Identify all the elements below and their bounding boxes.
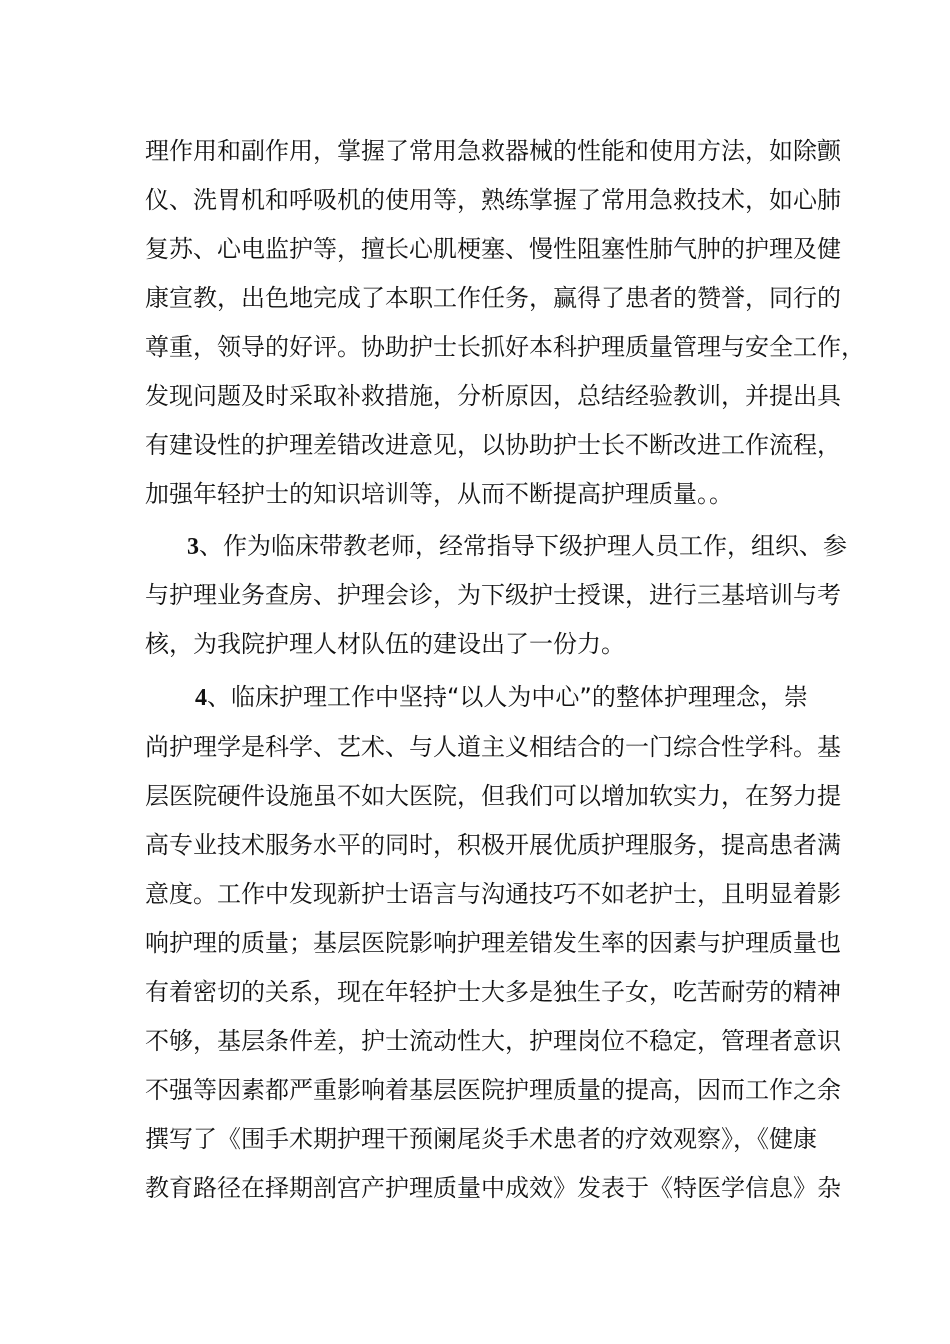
paragraph-3-number: 3	[187, 534, 199, 560]
paragraph-1-line-5: 尊重，领导的好评。协助护士长抓好本科护理质量管理与安全工作，	[145, 333, 865, 361]
paragraph-1-line-2: 仪、洗胃机和呼吸机的使用等，熟练掌握了常用急救技术，如心肺	[145, 186, 841, 214]
paragraph-4-line-6: 响护理的质量；基层医院影响护理差错发生率的因素与护理质量也	[145, 929, 841, 957]
paragraph-3-line-3: 核，为我院护理人材队伍的建设出了一份力。	[145, 630, 625, 658]
paragraph-1-line-6: 发现问题及时采取补救措施，分析原因，总结经验教训，并提出具	[145, 382, 841, 410]
paragraph-4-line-5: 意度。工作中发现新护士语言与沟通技巧不如老护士，且明显着影	[145, 880, 841, 908]
paragraph-4-line-1-text: 、临床护理工作中坚持“以人为中心”的整体护理理念，崇	[207, 683, 808, 711]
paragraph-3-line-1-text: 、作为临床带教老师，经常指导下级护理人员工作，组织、参	[199, 532, 847, 560]
paragraph-3-line-2: 与护理业务查房、护理会诊，为下级护士授课，进行三基培训与考	[145, 581, 841, 609]
paragraph-4-line-9: 不强等因素都严重影响着基层医院护理质量的提高，因而工作之余	[145, 1076, 841, 1104]
paragraph-4-line-11: 教育路径在择期剖宫产护理质量中成效》发表于《特医学信息》杂	[145, 1174, 841, 1202]
paragraph-1-line-8: 加强年轻护士的知识培训等，从而不断提高护理质量。。	[145, 480, 733, 508]
paragraph-4-number: 4	[195, 685, 207, 711]
paragraph-4-line-7: 有着密切的关系，现在年轻护士大多是独生子女，吃苦耐劳的精神	[145, 978, 841, 1006]
paragraph-4-line-3: 层医院硬件设施虽不如大医院，但我们可以增加软实力，在努力提	[145, 782, 841, 810]
paragraph-1-line-4: 康宣教，出色地完成了本职工作任务，赢得了患者的赞誉，同行的	[145, 284, 841, 312]
paragraph-4-line-1	[145, 677, 875, 717]
paragraph-4-line-4: 高专业技术服务水平的同时，积极开展优质护理服务，提高患者满	[145, 831, 841, 859]
paragraph-4-line-8: 不够，基层条件差，护士流动性大，护理岗位不稳定，管理者意识	[145, 1027, 841, 1055]
paragraph-1-line-3: 复苏、心电监护等，擅长心肌梗塞、慢性阻塞性肺气肿的护理及健	[145, 235, 841, 263]
paragraph-4-line-10: 撰写了《围手术期护理干预阑尾炎手术患者的疗效观察》，《健康	[145, 1125, 817, 1153]
paragraph-3-line-1	[145, 526, 867, 566]
paragraph-1-line-7: 有建设性的护理差错改进意见，以协助护士长不断改进工作流程，	[145, 431, 841, 459]
paragraph-4-line-2: 尚护理学是科学、艺术、与人道主义相结合的一门综合性学科。基	[145, 733, 841, 761]
paragraph-1-line-1: 理作用和副作用，掌握了常用急救器械的性能和使用方法，如除颤	[145, 137, 841, 165]
